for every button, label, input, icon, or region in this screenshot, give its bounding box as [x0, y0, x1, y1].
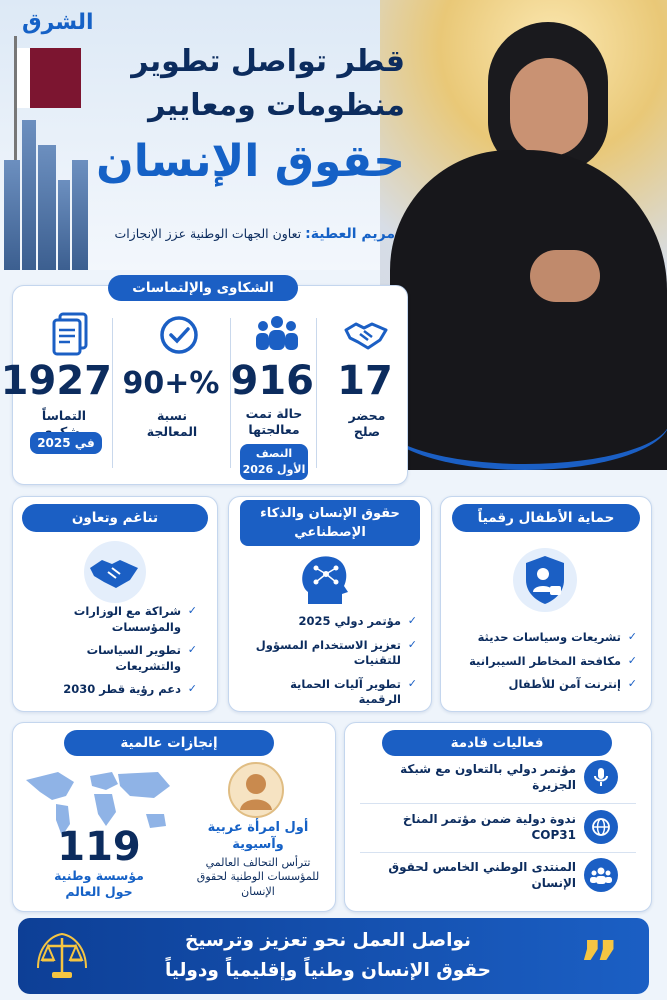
stat-period-badge: النصف الأول 2026 [240, 444, 308, 480]
globe-icon [584, 810, 618, 844]
woman-avatar-icon [228, 762, 284, 818]
skyline-illustration [0, 110, 100, 270]
handshake-icon [80, 540, 150, 604]
events-title: فعاليات قادمة [382, 730, 612, 756]
scales-icon [30, 928, 94, 986]
event-item: المنتدى الوطني الخامس لحقوق الإنسان [388, 860, 576, 890]
list-item: ✓ شراكة مع الوزارات والمؤسسات [21, 604, 197, 635]
check-circle-icon [158, 314, 200, 356]
speaker-quote: تعاون الجهات الوطنية عزز الإنجازات [114, 226, 302, 241]
title-line-1: قطر تواصل تطوير [131, 44, 405, 79]
footer-line-1: نواصل العمل نحو تعزيز وترسيخ [185, 930, 471, 951]
event-item: مؤتمر دولي بالتعاون مع شبكة الجزيرة [400, 762, 576, 792]
list-item: ✓ تطوير السياسات والتشريعات [21, 643, 197, 674]
people-icon [254, 314, 300, 352]
ai-head-icon [294, 552, 356, 606]
ai-title: حقوق الإنسان والذكاء الإصطناعي [240, 500, 420, 546]
institutions-count: 119 [57, 824, 141, 870]
speaker-name: مريم العطية: [305, 226, 395, 242]
stat-value: 90+% [122, 366, 220, 401]
complaints-title: الشكاوى والإلتماسات [108, 275, 298, 301]
list-item: ✓ إنترنت آمن للأطفال [461, 677, 637, 693]
stat-year-badge: في 2025 [30, 432, 102, 454]
stat-value: 17 [337, 358, 393, 404]
title-line-2: منظومات ومعايير [148, 88, 405, 123]
ai-list [249, 614, 417, 716]
list-item: ✓ مؤتمر دولي 2025 [249, 614, 417, 630]
event-item: ندوة دولية ضمن مؤتمر المناخ COP31 [402, 812, 576, 842]
group-icon [584, 858, 618, 892]
list-item: ✓ تشريعات وسياسات حديثة [461, 630, 637, 646]
photo-frame-arc [380, 370, 667, 470]
child-shield-icon [510, 546, 580, 614]
documents-icon [48, 310, 94, 356]
child-protection-list [461, 630, 637, 701]
stat-label: حالة تمت معالجتها [245, 406, 303, 438]
speaker-subtitle [114, 226, 395, 242]
cooperation-list [21, 604, 197, 706]
list-item: ✓ مكافحة المخاطر السيبرانية [461, 654, 637, 670]
stat-label: التماساً [41, 408, 87, 423]
brand-logo: الشرق [22, 10, 94, 35]
stat-label: محضر صلح [348, 408, 386, 440]
cooperation-title: تناغم وتعاون [22, 504, 208, 532]
list-item: ✓ دعم رؤية قطر 2030 [21, 682, 197, 698]
microphone-icon [584, 760, 618, 794]
achievements-title: إنجازات عالمية [64, 730, 274, 756]
qatar-flag-icon [17, 48, 81, 108]
quote-icon: ” [577, 929, 621, 1000]
child-protection-title: حماية الأطفال رقمياً [452, 504, 640, 532]
footer-line-2: حقوق الإنسان وطنياً وإقليمياً ودولياً [164, 960, 492, 981]
stat-label: نسبة المعالجة [146, 408, 198, 440]
stat-value: 1927 [0, 358, 112, 404]
first-woman-title: أول امرأة عربية وآسيوية [207, 820, 309, 852]
list-item: ✓ تطوير آليات الحماية الرقمية [249, 677, 417, 708]
stat-value: 916 [230, 358, 314, 404]
handshake-icon [342, 316, 390, 352]
list-item: ✓ تعزيز الاستخدام المسؤول للتقنيات [249, 638, 417, 669]
institutions-label: مؤسسة وطنية حول العالم [54, 868, 144, 900]
first-woman-desc: تترأس التحالف العالمي للمؤسسات الوطنية لحقوق الإنسان [196, 856, 320, 898]
title-line-3: حقوق الإنسان [96, 136, 405, 187]
